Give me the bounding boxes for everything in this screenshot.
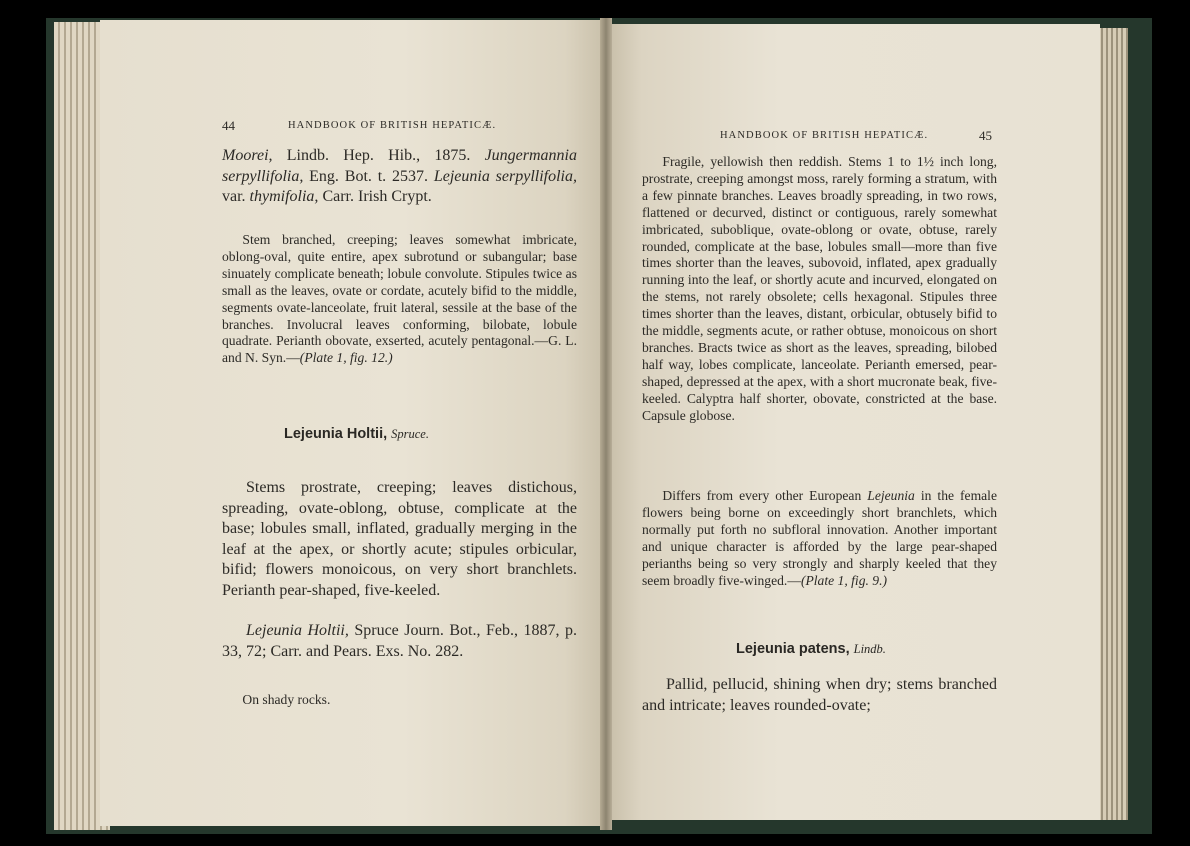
synonym-ref: var.	[222, 188, 250, 206]
species-reference-name: Lejeunia Holtii,	[246, 622, 349, 639]
page-edges-right	[1098, 28, 1128, 820]
species-reference-text: Spruce Journ. Bot., Feb., 1887, p. 33, 72; Carr. and Pears. Exs. No. 282.	[222, 622, 577, 660]
species-description: Stems prostrate, creeping; leaves distichous, spreading, ovate-oblong, obtuse, complicate at the base; lobules small, inflated, gradually merging in the leaf at the apex, or shortly acute; stipules orbicular, bifid; flowers monoicous, on very short branchlets. Perianth pear-shaped, five-keeled.	[222, 479, 577, 599]
species-authority: Lindb.	[853, 642, 886, 656]
synonym-name: Moorei,	[222, 147, 273, 164]
description-text: Stem branched, creeping; leaves somewhat imbricate, oblong-oval, quite entire, apex subrotund or subangular; base sinuately complicate beneath; lobule convolute. Stipules twice as small as the leaves, ovate or cordate, acutely bifid to the middle, segments ovate-lanceolate, fruit lateral, sessile at the base of the branches. Involucral leaves conforming, bilobate, lobule quadrate. Perianth obovate, exserted, acutely pentagonal.—G. L. and N. Syn.—	[222, 232, 577, 366]
species-reference	[222, 621, 577, 662]
synonym-ref: Eng. Bot. t. 2537.	[303, 167, 434, 185]
plate-reference: (Plate 1, fig. 12.)	[299, 350, 393, 366]
book-gutter	[600, 18, 612, 830]
species-heading	[736, 641, 886, 657]
page-number: 44	[222, 118, 235, 133]
synonym-ref: Lindb. Hep. Hib., 1875.	[272, 147, 485, 164]
note-paragraph	[642, 488, 997, 589]
habitat-line: On shady rocks.	[242, 692, 331, 707]
right-page	[607, 24, 1100, 820]
synonym-ref: Carr. Irish Crypt.	[318, 188, 432, 206]
note-genus: Lejeunia	[867, 488, 915, 503]
synonym-name: Jungermannia serpyllifolia,	[222, 147, 577, 185]
note-text: in the female flowers being borne on exceedingly short branchlets, which normally put forth no subfloral innovation. Another important and unique character is afforded by the large pear-shaped perianths being so very strongly and sharply keeled that they seem broadly five-winged.—	[642, 488, 997, 588]
left-page	[100, 20, 605, 826]
synonym-name: thymifolia,	[249, 188, 319, 206]
plate-reference: (Plate 1, fig. 9.)	[800, 572, 888, 588]
running-head: HANDBOOK OF BRITISH HEPATICÆ.	[288, 120, 497, 131]
description-paragraph	[222, 232, 577, 367]
note-text: Differs from every other European	[662, 488, 868, 503]
synonym-name: Lejeunia serpyllifolia,	[433, 167, 577, 185]
species-heading	[284, 426, 429, 442]
species-name: Lejeunia Holtii,	[284, 426, 388, 442]
species-name: Lejeunia patens,	[736, 641, 850, 657]
species-authority: Spruce.	[391, 427, 429, 441]
species-description: Pallid, pellucid, shining when dry; stems branched and intricate; leaves rounded-ovate;	[642, 676, 997, 714]
page-number: 45	[979, 128, 992, 143]
running-head: HANDBOOK OF BRITISH HEPATICÆ.	[720, 130, 929, 141]
synonym-paragraph	[222, 146, 577, 208]
description-paragraph: Fragile, yellowish then reddish. Stems 1 to 1½ inch long, prostrate, creeping amongst moss, rarely forming a stratum, with a few pinnate branches. Leaves broadly spreading, in two rows, flattened or decurved, distinct or contiguous, rarely somewhat imbricated, suboblique, ovate-oblong or ovate, obtuse, rarely rounded, complicate at the base, lobules small—more than five times shorter than the leaves, subovoid, inflated, apex gradually running into the leaf, or shortly acute and incurved, elongated on the stems, not rarely obsolete; cells hexagonal. Stipules three times shorter than the leaves, distant, orbicular, obtusely bifid to the middle, segments acute, or rather obtuse, monoicous on short branches. Bracts twice as short as the leaves, spreading, bilobed half way, lobes complicate, lanceolate. Perianth emersed, pear-shaped, depressed at the apex, with a short mucronate beak, five-keeled. Calyptra half shorter, obovate, constricted at the base. Capsule globose.	[642, 154, 997, 423]
